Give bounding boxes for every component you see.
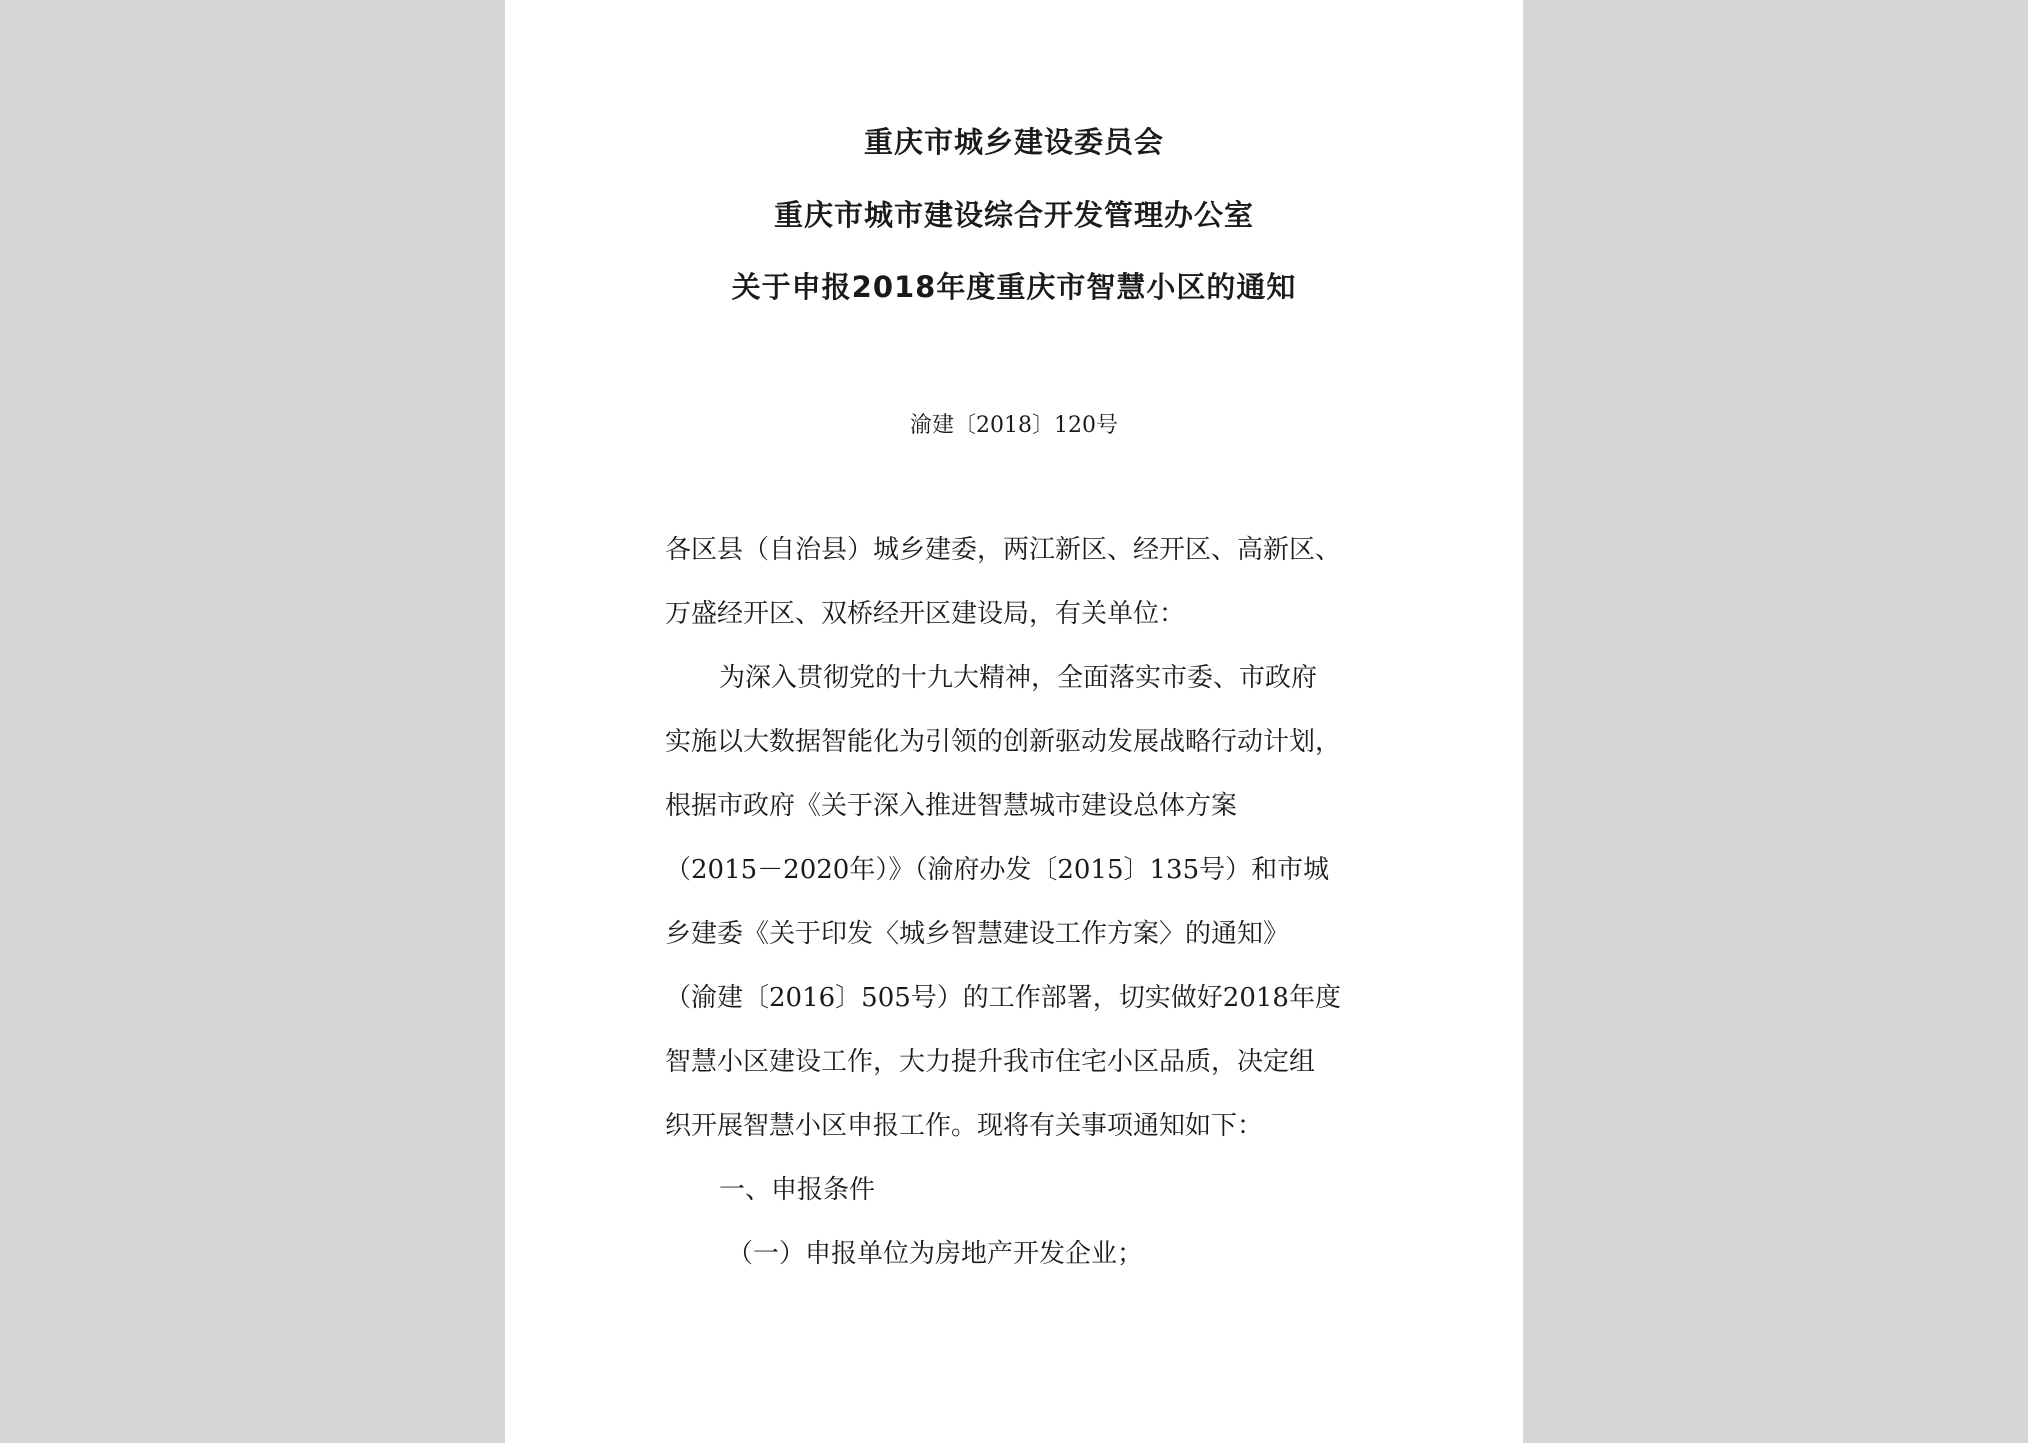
body-line: 乡建委《关于印发〈城乡智慧建设工作方案〉的通知》 [665, 919, 1290, 949]
body-line: 根据市政府《关于深入推进智慧城市建设总体方案 [665, 791, 1238, 821]
body-line: 织开展智慧小区申报工作。现将有关事项通知如下： [665, 1111, 1264, 1141]
document-number: 渝建〔2018〕120号 [910, 413, 1118, 438]
document-page [505, 0, 1523, 1443]
body-line: 各区县（自治县）城乡建委，两江新区、经开区、高新区、 [665, 535, 1342, 565]
section-heading: 一、申报条件 [719, 1175, 876, 1205]
body-line: 为深入贯彻党的十九大精神，全面落实市委、市政府 [719, 663, 1318, 693]
body-line: 实施以大数据智能化为引领的创新驱动发展战略行动计划， [665, 727, 1342, 757]
body-line: （渝建〔2016〕505号）的工作部署，切实做好2018年度 [665, 983, 1341, 1013]
title-line-1: 重庆市城乡建设委员会 [863, 125, 1164, 159]
title-line-3: 关于申报2018年度重庆市智慧小区的通知 [731, 270, 1297, 304]
body-line: 智慧小区建设工作，大力提升我市住宅小区品质，决定组 [665, 1047, 1316, 1077]
body-line: （2015－2020年）》（渝府办发〔2015〕135号）和市城 [665, 855, 1330, 885]
title-line-2: 重庆市城市建设综合开发管理办公室 [773, 198, 1254, 232]
body-line: 万盛经开区、双桥经开区建设局，有关单位： [665, 599, 1186, 629]
body-line: （一）申报单位为房地产开发企业； [727, 1239, 1144, 1269]
